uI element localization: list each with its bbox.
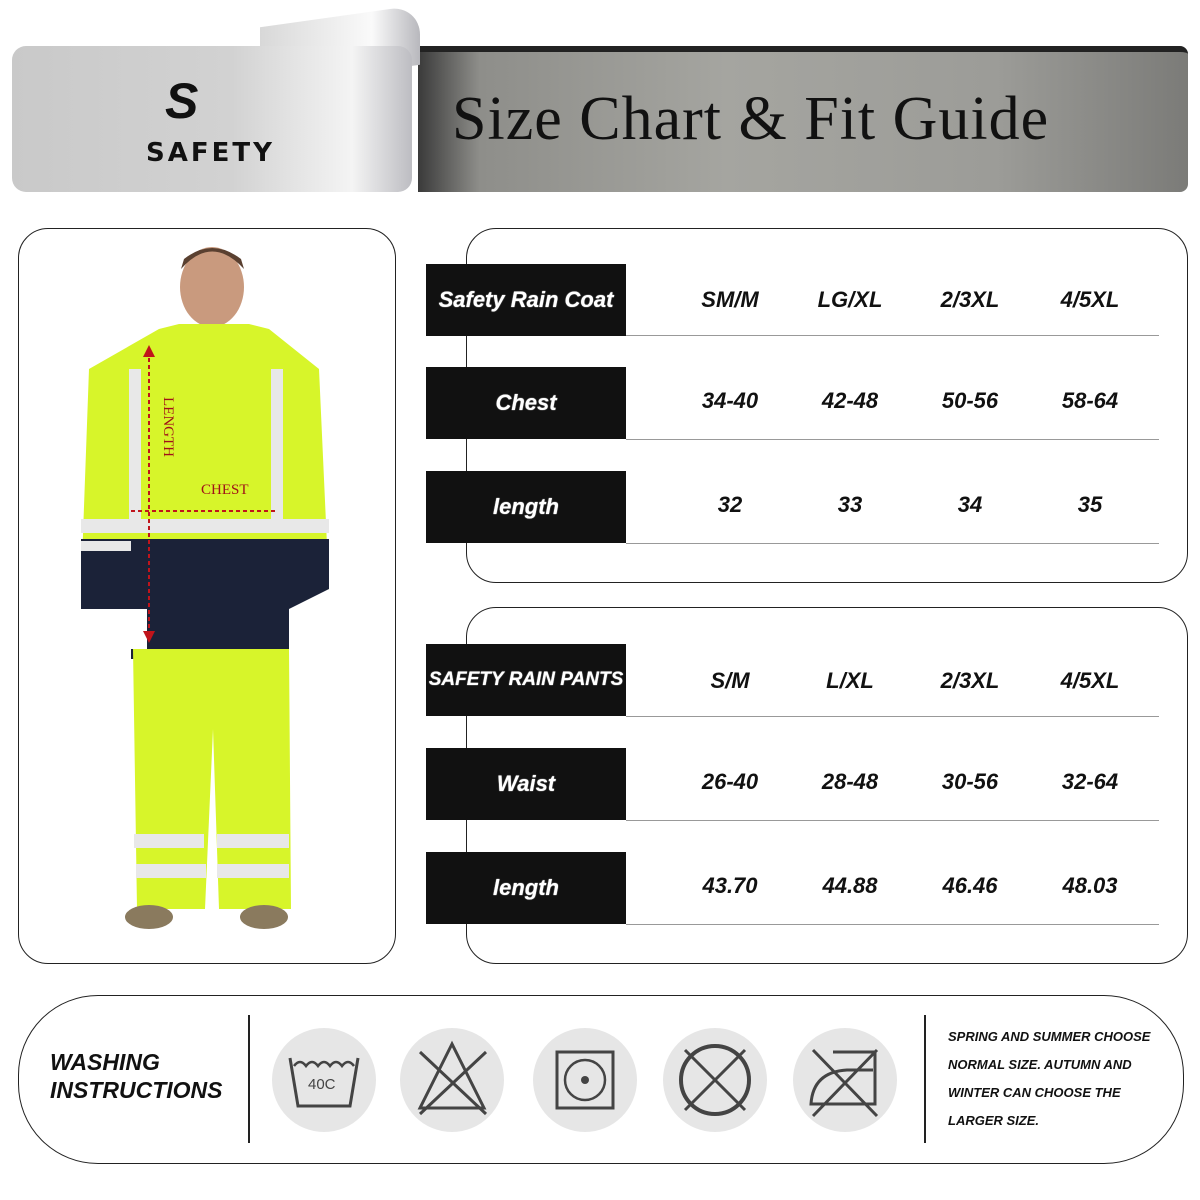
coat-length-value: 33 xyxy=(837,492,863,517)
pants-size-header: S/M xyxy=(710,668,750,693)
wash-40c-icon xyxy=(272,1028,376,1132)
sizing-note-line: SPRING AND SUMMER CHOOSE xyxy=(948,1029,1151,1044)
sizing-note xyxy=(948,1023,1158,1135)
pants-row-label: length xyxy=(426,852,626,924)
coat-table-title: Safety Rain Coat xyxy=(426,264,626,336)
model-figure xyxy=(19,229,397,965)
pants-size-header: 4/5XL xyxy=(1060,668,1120,693)
brand-logo-text: SAFETY xyxy=(146,138,275,168)
divider xyxy=(924,1015,926,1143)
chest-measure-label: CHEST xyxy=(201,482,249,498)
sizing-note-line: NORMAL SIZE. AUTUMN AND xyxy=(948,1057,1132,1072)
wash-temp-label: 40C xyxy=(308,1076,336,1093)
pants-row-label: Waist xyxy=(426,748,626,820)
coat-size-header: 4/5XL xyxy=(1060,287,1120,312)
coat-chest-value: 50-56 xyxy=(941,388,999,413)
divider xyxy=(626,439,1159,440)
divider xyxy=(626,716,1159,717)
divider xyxy=(626,924,1159,925)
pants-length-value: 44.88 xyxy=(822,873,878,898)
coat-length-value: 32 xyxy=(717,492,743,517)
coat-chest-value: 34-40 xyxy=(701,388,759,413)
page-title: Size Chart & Fit Guide xyxy=(452,85,1050,153)
pants-table-title: SAFETY RAIN PANTS xyxy=(426,644,626,716)
pants-waist-value: 30-56 xyxy=(941,769,999,794)
pants-length-value: 43.70 xyxy=(702,873,758,898)
pants-waist-value: 28-48 xyxy=(821,769,879,794)
washing-title-line: WASHING xyxy=(50,1049,160,1075)
divider xyxy=(248,1015,250,1143)
model-photo-card xyxy=(18,228,396,964)
do-not-bleach-icon xyxy=(400,1028,504,1132)
divider xyxy=(626,335,1159,336)
sizing-note-line: WINTER CAN CHOOSE THE xyxy=(948,1085,1121,1100)
coat-chest-value: 58-64 xyxy=(1061,388,1119,413)
divider xyxy=(626,820,1159,821)
coat-length-value: 35 xyxy=(1077,492,1103,517)
pants-size-header: 2/3XL xyxy=(940,668,1000,693)
brand-logo-mark: S xyxy=(165,73,197,129)
pants-waist-value: 26-40 xyxy=(701,769,759,794)
pants-length-value: 46.46 xyxy=(942,873,998,898)
coat-size-header: LG/XL xyxy=(817,287,883,312)
do-not-iron-icon xyxy=(793,1028,897,1132)
coat-row-label: Chest xyxy=(426,367,626,439)
coat-size-header: 2/3XL xyxy=(940,287,1000,312)
pants-waist-value: 32-64 xyxy=(1061,769,1119,794)
coat-length-value: 34 xyxy=(957,492,983,517)
divider xyxy=(626,543,1159,544)
logo-banner xyxy=(12,46,412,192)
length-measure-label: LENGTH xyxy=(160,397,176,457)
pants-length-value: 48.03 xyxy=(1062,873,1118,898)
pants-size-header: L/XL xyxy=(826,668,874,693)
washing-title xyxy=(50,1048,223,1104)
coat-row-label: length xyxy=(426,471,626,543)
do-not-dry-clean-icon xyxy=(663,1028,767,1132)
tumble-dry-icon xyxy=(533,1028,637,1132)
coat-chest-value: 42-48 xyxy=(821,388,879,413)
coat-size-header: SM/M xyxy=(701,287,759,312)
sizing-note-line: LARGER SIZE. xyxy=(948,1113,1040,1128)
washing-title-line: INSTRUCTIONS xyxy=(50,1077,223,1103)
